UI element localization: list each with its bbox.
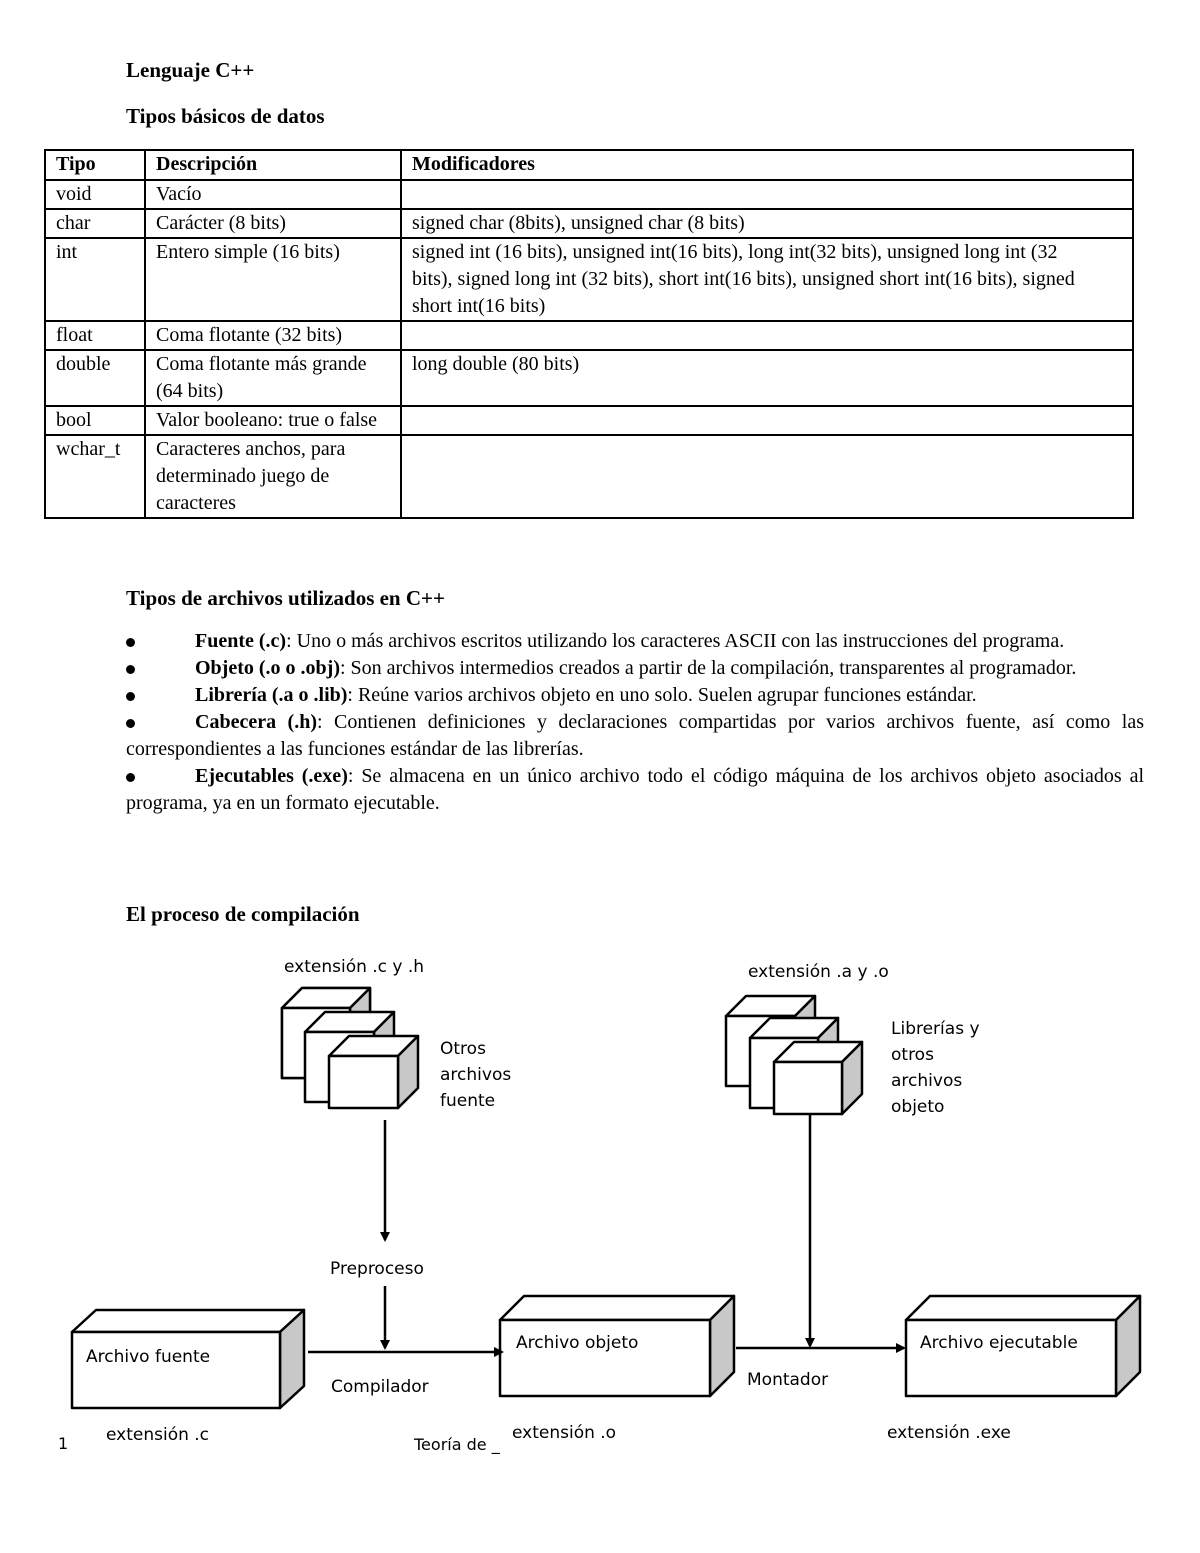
- type-cell: bool: [45, 406, 145, 435]
- bullet-icon: [126, 719, 135, 728]
- type-cell: int: [45, 238, 145, 321]
- list-item: [126, 655, 1144, 682]
- ext-exe-label: extensión .exe: [887, 1423, 1011, 1443]
- preprocess-label: Preproceso: [330, 1259, 424, 1279]
- list-item: [126, 682, 1144, 709]
- file-type-text: : Son archivos intermedios creados a partir de la compilación, transparentes al programador.: [339, 657, 1077, 679]
- file-type-term: Fuente (.c): [195, 630, 287, 652]
- description-cell: Valor booleano: true o false: [145, 406, 401, 435]
- ext-libs-label: extensión .a y .o: [748, 962, 889, 982]
- bullet-icon: [126, 692, 135, 701]
- table-row: [45, 406, 1133, 435]
- section-heading-files: Tipos de archivos utilizados en C++: [126, 586, 445, 610]
- bullet-icon: [126, 638, 135, 647]
- type-cell: void: [45, 180, 145, 209]
- table-row: [45, 321, 1133, 350]
- table-header-cell: Tipo: [45, 150, 145, 180]
- compiler-label: Compilador: [331, 1377, 429, 1397]
- footer-center-text: Teoría de _: [414, 1435, 500, 1454]
- section-heading-compile: El proceso de compilación: [126, 902, 360, 926]
- description-cell: Coma flotante (32 bits): [145, 321, 401, 350]
- list-item: [126, 709, 1144, 763]
- table-row: [45, 180, 1133, 209]
- compilation-diagram: [0, 940, 1200, 1460]
- file-types-list: [126, 628, 1144, 817]
- document-title: Lenguaje C++: [126, 58, 255, 82]
- object-file-label: Archivo objeto: [516, 1333, 639, 1353]
- file-type-text: : Reúne varios archivos objeto en uno solo. Suelen agrupar funciones estándar.: [347, 684, 977, 706]
- bullet-icon: [126, 773, 135, 782]
- table-row: [45, 209, 1133, 238]
- modifiers-cell: signed int (16 bits), unsigned int(16 bits), long int(32 bits), unsigned long int (32 bits), signed long int (32 bits), short int(16 bits), unsigned short int(16 bits), signed short int(16 bits): [401, 238, 1133, 321]
- file-type-term: Objeto (.o o .obj): [195, 657, 340, 679]
- library-files-stack-icon: [726, 996, 862, 1114]
- section-heading-types: Tipos básicos de datos: [126, 104, 325, 128]
- modifiers-cell: signed char (8bits), unsigned char (8 bits): [401, 209, 1133, 238]
- description-cell: Caracteres anchos, para determinado juego de caracteres: [145, 435, 401, 518]
- table-header-row: [45, 150, 1133, 180]
- ext-c-label: extensión .c: [106, 1425, 210, 1445]
- ext-source-headers-label: extensión .c y .h: [284, 957, 425, 977]
- bullet-icon: [126, 665, 135, 674]
- modifiers-cell: [401, 406, 1133, 435]
- type-cell: double: [45, 350, 145, 406]
- modifiers-cell: [401, 180, 1133, 209]
- executable-file-label: Archivo ejecutable: [920, 1333, 1078, 1353]
- description-cell: Carácter (8 bits): [145, 209, 401, 238]
- type-cell: char: [45, 209, 145, 238]
- linker-label: Montador: [747, 1370, 829, 1390]
- type-cell: float: [45, 321, 145, 350]
- description-cell: Coma flotante más grande (64 bits): [145, 350, 401, 406]
- table-row: [45, 350, 1133, 406]
- description-cell: Vacío: [145, 180, 401, 209]
- other-sources-label: Otros archivos fuente: [440, 1039, 512, 1111]
- source-file-label: Archivo fuente: [86, 1347, 211, 1367]
- ext-o-label: extensión .o: [512, 1423, 617, 1443]
- list-item: [126, 628, 1144, 655]
- type-cell: wchar_t: [45, 435, 145, 518]
- libs-objects-label: Librerías y otros archivos objeto: [891, 1019, 980, 1117]
- file-type-term: Ejecutables (.exe): [195, 765, 348, 787]
- list-item: [126, 763, 1144, 817]
- table-header-cell: Modificadores: [401, 150, 1133, 180]
- page-number: 1: [58, 1434, 69, 1453]
- file-type-text: : Se almacena en un único archivo todo el código máquina de los archivos objeto asociados al programa, ya en un formato ejecutable.: [126, 765, 1145, 814]
- data-types-table: [44, 149, 1134, 519]
- modifiers-cell: [401, 321, 1133, 350]
- table-row: [45, 435, 1133, 518]
- file-type-text: : Uno o más archivos escritos utilizando los caracteres ASCII con las instrucciones del programa.: [286, 630, 1065, 652]
- description-cell: Entero simple (16 bits): [145, 238, 401, 321]
- file-type-term: Cabecera (.h): [195, 711, 317, 733]
- table-row: [45, 238, 1133, 321]
- modifiers-cell: [401, 435, 1133, 518]
- modifiers-cell: long double (80 bits): [401, 350, 1133, 406]
- source-files-stack-icon: [282, 988, 418, 1108]
- file-type-text: : Contienen definiciones y declaraciones compartidas por varios archivos fuente, así como las correspondientes a las funciones estándar de las librerías.: [126, 711, 1144, 760]
- table-header-cell: Descripción: [145, 150, 401, 180]
- file-type-term: Librería (.a o .lib): [195, 684, 348, 706]
